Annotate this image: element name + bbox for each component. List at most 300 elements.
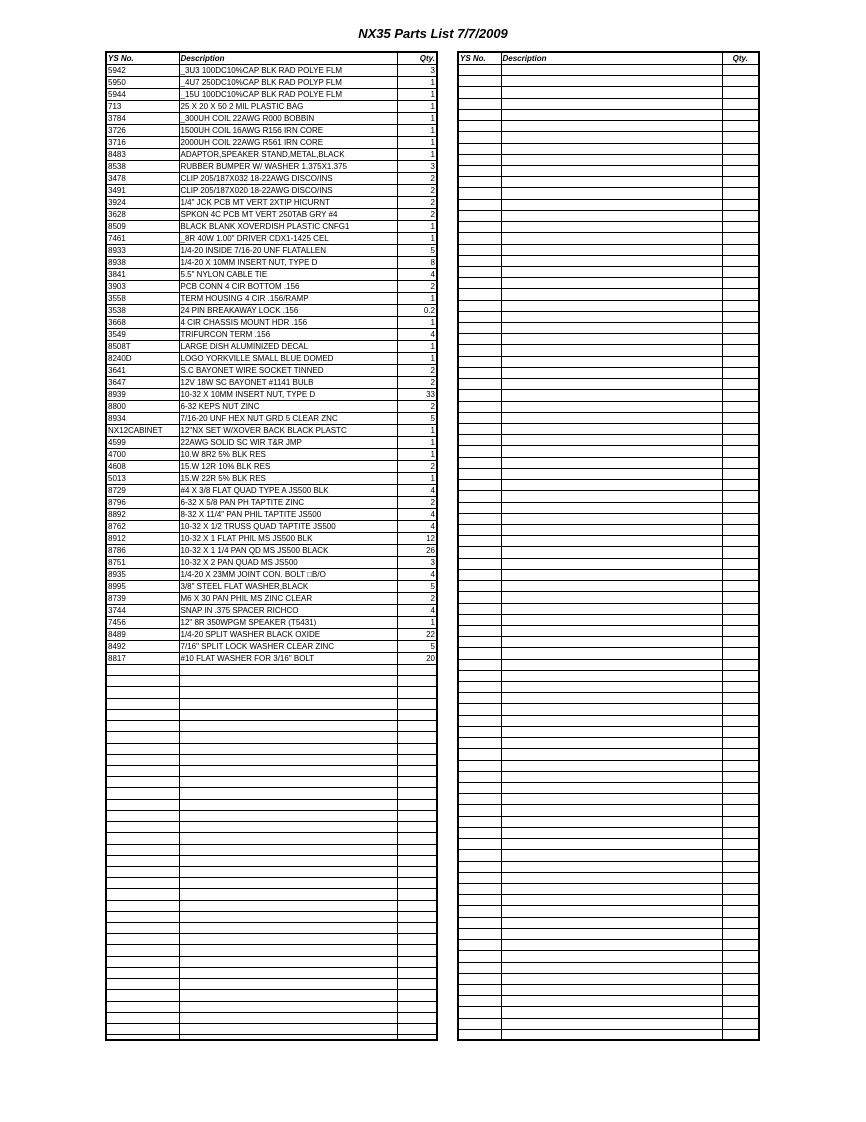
qty-cell <box>397 967 436 978</box>
description-cell <box>179 979 397 990</box>
description-cell <box>179 777 397 788</box>
table-row <box>107 185 436 197</box>
qty-cell <box>722 816 758 827</box>
table-row <box>459 749 758 760</box>
qty-cell: 4 <box>397 521 436 533</box>
qty-cell <box>397 743 436 754</box>
ys-no-cell <box>459 603 501 614</box>
description-cell: 10-32 X 1 1/4 PAN QD MS JS500 BLACK <box>179 545 397 557</box>
ys-no-cell: 3726 <box>107 125 179 137</box>
description-cell <box>501 87 722 98</box>
ys-no-cell: 8995 <box>107 581 179 593</box>
ys-no-cell <box>107 956 179 967</box>
qty-cell: 1 <box>397 149 436 161</box>
description-cell <box>179 754 397 765</box>
qty-cell: 1 <box>397 125 436 137</box>
ys-no-cell <box>459 278 501 289</box>
table-row <box>107 605 436 617</box>
table-row <box>459 738 758 749</box>
table-row <box>459 771 758 782</box>
ys-no-cell: 3628 <box>107 209 179 221</box>
table-row <box>459 289 758 300</box>
table-row <box>107 945 436 956</box>
description-cell <box>501 547 722 558</box>
qty-cell: 1 <box>397 77 436 89</box>
description-cell <box>501 659 722 670</box>
description-cell <box>501 704 722 715</box>
description-cell <box>501 569 722 580</box>
ys-no-cell <box>459 435 501 446</box>
table-row <box>107 653 436 665</box>
ys-no-cell <box>107 721 179 732</box>
qty-cell <box>722 883 758 894</box>
description-cell <box>501 255 722 266</box>
table-row <box>107 473 436 485</box>
description-cell <box>501 984 722 995</box>
description-cell <box>179 732 397 743</box>
table-row <box>459 581 758 592</box>
table-row <box>459 255 758 266</box>
qty-cell <box>722 569 758 580</box>
description-cell: PCB CONN 4 CIR BOTTOM .156 <box>179 281 397 293</box>
description-cell: 1/4-20 SPLIT WASHER BLACK OXIDE <box>179 629 397 641</box>
description-cell <box>501 895 722 906</box>
table-row <box>107 437 436 449</box>
ys-no-cell <box>107 1035 179 1041</box>
ys-no-cell: 3549 <box>107 329 179 341</box>
table-row <box>459 87 758 98</box>
qty-cell <box>397 900 436 911</box>
qty-cell: 1 <box>397 617 436 629</box>
ys-no-cell <box>459 412 501 423</box>
qty-cell <box>722 165 758 176</box>
table-row <box>459 311 758 322</box>
description-cell: TRIFURCON TERM .156 <box>179 329 397 341</box>
table-row <box>459 165 758 176</box>
qty-cell <box>722 861 758 872</box>
ys-no-cell <box>107 777 179 788</box>
ys-no-cell <box>459 839 501 850</box>
qty-cell <box>722 794 758 805</box>
description-cell <box>179 1012 397 1023</box>
ys-no-cell <box>459 457 501 468</box>
qty-cell <box>722 266 758 277</box>
table-row <box>107 1012 436 1023</box>
table-row <box>107 209 436 221</box>
table-row <box>459 704 758 715</box>
table-row <box>107 89 436 101</box>
ys-no-cell <box>459 850 501 861</box>
parts-table-right <box>457 51 760 1041</box>
ys-no-cell: 3491 <box>107 185 179 197</box>
description-cell <box>179 866 397 877</box>
qty-cell <box>722 783 758 794</box>
ys-no-cell <box>459 356 501 367</box>
ys-no-cell <box>459 165 501 176</box>
ys-no-cell: 3744 <box>107 605 179 617</box>
description-cell <box>179 665 397 676</box>
ys-no-cell: 8786 <box>107 545 179 557</box>
description-cell <box>501 278 722 289</box>
qty-cell <box>722 996 758 1007</box>
qty-cell <box>722 603 758 614</box>
qty-cell <box>722 558 758 569</box>
table-row <box>459 917 758 928</box>
qty-cell <box>397 878 436 889</box>
qty-cell <box>397 709 436 720</box>
ys-no-cell <box>107 810 179 821</box>
qty-cell <box>722 1007 758 1018</box>
qty-cell <box>722 424 758 435</box>
ys-no-cell: 8508T <box>107 341 179 353</box>
table-row <box>459 861 758 872</box>
description-cell <box>501 109 722 120</box>
description-cell <box>501 367 722 378</box>
qty-cell: 4 <box>397 485 436 497</box>
qty-cell: 4 <box>397 509 436 521</box>
table-row <box>107 545 436 557</box>
ys-no-cell <box>459 210 501 221</box>
ys-no-cell: 8935 <box>107 569 179 581</box>
table-row <box>459 839 758 850</box>
qty-cell <box>722 244 758 255</box>
description-cell <box>501 906 722 917</box>
ys-no-cell <box>459 244 501 255</box>
table-row <box>107 629 436 641</box>
description-cell: CLIP 205/187X032 18-22AWG DISCO/INS <box>179 173 397 185</box>
table-row <box>459 592 758 603</box>
ys-no-cell: 8912 <box>107 533 179 545</box>
qty-cell <box>722 928 758 939</box>
qty-cell: 2 <box>397 173 436 185</box>
ys-no-cell <box>459 783 501 794</box>
table-row <box>107 77 436 89</box>
ys-no-cell <box>107 687 179 698</box>
ys-no-cell: 8729 <box>107 485 179 497</box>
qty-cell <box>722 300 758 311</box>
qty-cell <box>397 923 436 934</box>
ys-no-cell <box>459 266 501 277</box>
table-row <box>107 889 436 900</box>
ys-no-cell <box>459 311 501 322</box>
description-cell: 10-32 X 10MM INSERT NUT, TYPE D <box>179 389 397 401</box>
ys-no-cell <box>459 928 501 939</box>
table-row <box>107 173 436 185</box>
qty-cell: 1 <box>397 137 436 149</box>
table-row <box>459 177 758 188</box>
table-row <box>459 558 758 569</box>
ys-no-cell <box>107 979 179 990</box>
description-cell <box>179 900 397 911</box>
table-row <box>459 1018 758 1029</box>
ys-no-cell <box>107 833 179 844</box>
description-cell: 6-32 X 5/8 PAN PH TAPTITE ZINC <box>179 497 397 509</box>
qty-cell <box>722 940 758 951</box>
ys-no-cell: 8762 <box>107 521 179 533</box>
table-row <box>107 1035 436 1041</box>
qty-cell: 5 <box>397 413 436 425</box>
table-row <box>107 533 436 545</box>
table-row <box>459 109 758 120</box>
ys-no-cell: 4700 <box>107 449 179 461</box>
table-row <box>459 379 758 390</box>
description-cell <box>501 536 722 547</box>
description-cell <box>179 945 397 956</box>
table-row <box>459 345 758 356</box>
ys-no-cell <box>459 749 501 760</box>
ys-no-cell <box>459 289 501 300</box>
description-cell <box>179 709 397 720</box>
qty-cell <box>722 121 758 132</box>
ys-no-cell <box>459 188 501 199</box>
ys-no-cell <box>107 923 179 934</box>
description-cell: RUBBER BUMPER W/ WASHER 1.375X1.375 <box>179 161 397 173</box>
description-cell: 7/16" SPLIT LOCK WASHER CLEAR ZINC <box>179 641 397 653</box>
table-row <box>459 794 758 805</box>
ys-no-cell <box>107 911 179 922</box>
ys-no-cell: 4599 <box>107 437 179 449</box>
ys-no-cell <box>107 889 179 900</box>
ys-no-cell <box>107 799 179 810</box>
ys-no-cell <box>459 233 501 244</box>
header-row <box>107 53 436 65</box>
description-cell: 12V 18W SC BAYONET #1141 BULB <box>179 377 397 389</box>
description-cell: 3/8" STEEL FLAT WASHER,BLACK <box>179 581 397 593</box>
table-row <box>107 934 436 945</box>
ys-no-cell <box>459 76 501 87</box>
ys-no-cell: 8240D <box>107 353 179 365</box>
ys-no-cell <box>459 222 501 233</box>
description-cell: 12" 8R 350WPGM SPEAKER (T5431) <box>179 617 397 629</box>
description-cell <box>501 648 722 659</box>
ys-no-cell: 5950 <box>107 77 179 89</box>
ys-no-cell <box>107 765 179 776</box>
qty-cell: 1 <box>397 353 436 365</box>
header-ys-no: YS No. <box>107 53 179 65</box>
qty-cell: 4 <box>397 569 436 581</box>
qty-cell: 2 <box>397 401 436 413</box>
description-cell <box>501 771 722 782</box>
table-row <box>459 726 758 737</box>
table-row <box>107 743 436 754</box>
ys-no-cell <box>459 917 501 928</box>
qty-cell <box>722 446 758 457</box>
table-row <box>459 760 758 771</box>
description-cell <box>501 839 722 850</box>
qty-cell <box>722 76 758 87</box>
parts-table-left <box>105 51 438 1041</box>
table-row <box>107 233 436 245</box>
ys-no-cell <box>459 872 501 883</box>
table-row <box>459 154 758 165</box>
qty-cell <box>722 412 758 423</box>
description-cell: 1/4-20 X 10MM INSERT NUT, TYPE D <box>179 257 397 269</box>
ys-no-cell <box>107 855 179 866</box>
qty-cell: 22 <box>397 629 436 641</box>
qty-cell <box>397 698 436 709</box>
ys-no-cell <box>107 732 179 743</box>
table-row <box>459 962 758 973</box>
table-row <box>459 266 758 277</box>
description-cell: BLACK BLANK XOVERDISH PLASTIC CNFG1 <box>179 221 397 233</box>
table-row <box>459 468 758 479</box>
qty-cell <box>722 760 758 771</box>
table-row <box>459 569 758 580</box>
description-cell <box>501 121 722 132</box>
qty-cell <box>397 777 436 788</box>
qty-cell: 1 <box>397 113 436 125</box>
description-cell: #10 FLAT WASHER FOR 3/16" BOLT <box>179 653 397 665</box>
ys-no-cell <box>107 788 179 799</box>
description-cell <box>501 827 722 838</box>
ys-no-cell: 7461 <box>107 233 179 245</box>
ys-no-cell <box>459 300 501 311</box>
qty-cell: 2 <box>397 497 436 509</box>
table-row <box>459 132 758 143</box>
table-row <box>459 446 758 457</box>
description-cell: _300UH COIL 22AWG R000 BOBBIN <box>179 113 397 125</box>
qty-cell <box>397 732 436 743</box>
qty-cell <box>722 984 758 995</box>
description-cell <box>501 637 722 648</box>
qty-cell: 3 <box>397 161 436 173</box>
table-row <box>107 844 436 855</box>
table-row <box>107 855 436 866</box>
description-cell: LARGE DISH ALUMINIZED DECAL <box>179 341 397 353</box>
ys-no-cell <box>459 682 501 693</box>
table-row <box>459 424 758 435</box>
qty-cell <box>722 704 758 715</box>
qty-cell <box>722 356 758 367</box>
description-cell <box>501 345 722 356</box>
qty-cell <box>722 367 758 378</box>
ys-no-cell: 3538 <box>107 305 179 317</box>
description-cell: 10.W 8R2 5% BLK RES <box>179 449 397 461</box>
qty-cell: 8 <box>397 257 436 269</box>
ys-no-cell <box>459 547 501 558</box>
qty-cell: 1 <box>397 293 436 305</box>
description-cell <box>501 435 722 446</box>
ys-no-cell <box>107 900 179 911</box>
description-cell <box>179 967 397 978</box>
table-row <box>459 827 758 838</box>
ys-no-cell <box>459 513 501 524</box>
ys-no-cell <box>459 65 501 76</box>
qty-cell <box>722 210 758 221</box>
description-cell: 6-32 KEPS NUT ZINC <box>179 401 397 413</box>
description-cell: 1/4" JCK PCB MT VERT 2XTIP HICURNT <box>179 197 397 209</box>
table-row <box>107 329 436 341</box>
ys-no-cell <box>459 794 501 805</box>
qty-cell <box>397 889 436 900</box>
table-row <box>459 1029 758 1040</box>
ys-no-cell <box>459 1029 501 1040</box>
table-row <box>107 1001 436 1012</box>
ys-no-cell: 713 <box>107 101 179 113</box>
description-cell <box>501 98 722 109</box>
qty-cell <box>722 401 758 412</box>
table-row <box>107 149 436 161</box>
qty-cell: 0.2 <box>397 305 436 317</box>
table-row <box>107 569 436 581</box>
qty-cell <box>722 738 758 749</box>
description-cell <box>179 1001 397 1012</box>
table-row <box>459 334 758 345</box>
qty-cell <box>397 822 436 833</box>
table-row <box>459 300 758 311</box>
qty-cell <box>722 132 758 143</box>
description-cell <box>501 468 722 479</box>
table-row <box>459 401 758 412</box>
description-cell <box>179 799 397 810</box>
qty-cell: 26 <box>397 545 436 557</box>
description-cell: 15.W 12R 10% BLK RES <box>179 461 397 473</box>
qty-cell <box>722 491 758 502</box>
table-row <box>459 513 758 524</box>
qty-cell <box>722 693 758 704</box>
ys-no-cell: 8939 <box>107 389 179 401</box>
ys-no-cell <box>459 199 501 210</box>
description-cell: 25 X 20 X 50 2 MIL PLASTIC BAG <box>179 101 397 113</box>
description-cell <box>501 412 722 423</box>
ys-no-cell: 8817 <box>107 653 179 665</box>
ys-no-cell <box>459 816 501 827</box>
table-row <box>459 143 758 154</box>
qty-cell <box>722 311 758 322</box>
table-row <box>107 581 436 593</box>
ys-no-cell <box>107 967 179 978</box>
ys-no-cell <box>107 1001 179 1012</box>
qty-cell: 4 <box>397 605 436 617</box>
description-cell <box>501 749 722 760</box>
description-cell <box>501 783 722 794</box>
description-cell: 15.W 22R 5% BLK RES <box>179 473 397 485</box>
table-row <box>107 353 436 365</box>
qty-cell: 3 <box>397 557 436 569</box>
ys-no-cell <box>107 822 179 833</box>
ys-no-cell <box>459 861 501 872</box>
description-cell: 4 CIR CHASSIS MOUNT HDR .156 <box>179 317 397 329</box>
table-row <box>107 377 436 389</box>
description-cell <box>501 917 722 928</box>
table-row <box>107 866 436 877</box>
description-cell <box>179 855 397 866</box>
description-cell: ADAPTOR,SPEAKER STAND,METAL,BLACK <box>179 149 397 161</box>
description-cell <box>501 154 722 165</box>
qty-cell <box>722 839 758 850</box>
qty-cell: 12 <box>397 533 436 545</box>
description-cell <box>179 990 397 1001</box>
qty-cell <box>722 805 758 816</box>
qty-cell <box>722 154 758 165</box>
description-cell: _3U3 100DC10%CAP BLK RAD POLYE FLM <box>179 65 397 77</box>
ys-no-cell <box>459 345 501 356</box>
ys-no-cell <box>459 536 501 547</box>
qty-cell: 1 <box>397 221 436 233</box>
table-row <box>459 244 758 255</box>
ys-no-cell <box>459 592 501 603</box>
ys-no-cell: 5944 <box>107 89 179 101</box>
description-cell: _4U7 250DC10%CAP BLK RAD POLYP FLM <box>179 77 397 89</box>
qty-cell <box>397 911 436 922</box>
ys-no-cell <box>459 659 501 670</box>
table-row <box>459 670 758 681</box>
ys-no-cell <box>459 940 501 951</box>
qty-cell <box>722 390 758 401</box>
table-row <box>107 1024 436 1035</box>
ys-no-cell <box>459 109 501 120</box>
table-row <box>107 810 436 821</box>
